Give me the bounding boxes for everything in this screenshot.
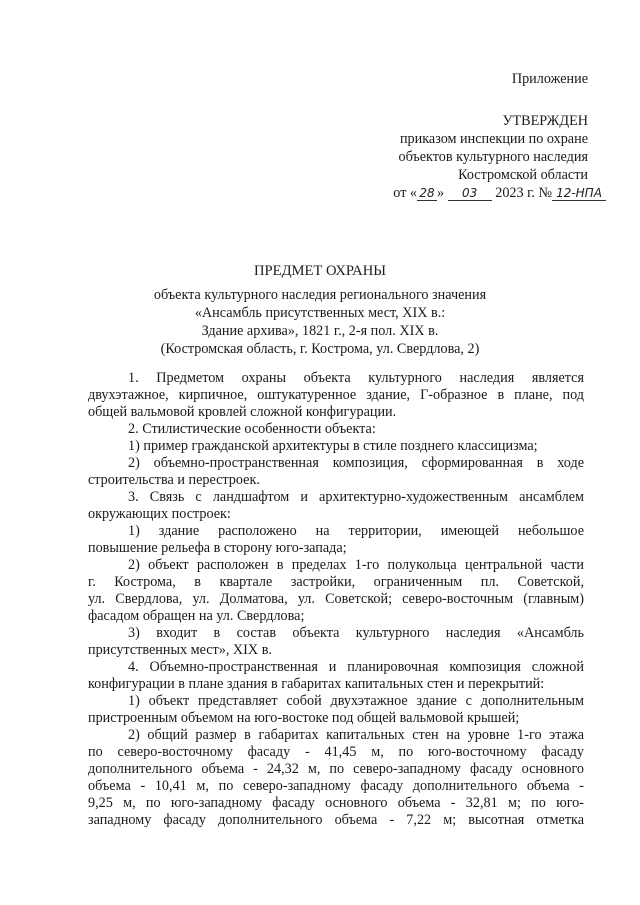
date-mid: » <box>437 185 445 201</box>
order-number: 12-НПА <box>552 186 606 201</box>
paragraph-3-item-3-line-2: присутственных мест», XIX в. <box>88 642 272 658</box>
paragraph-3-item-3-line-1: 3) входит в состав объекта культурного наследия «Ансамбль <box>128 625 584 641</box>
appendix-label: Приложение <box>511 71 588 87</box>
title-sub-1: объекта культурного наследия регионального значения <box>153 287 487 303</box>
title-sub-2: «Ансамбль присутственных мест, XIX в.: <box>194 305 446 321</box>
paragraph-1-line-1: 1. Предметом охраны объекта культурного наследия является <box>128 370 584 386</box>
paragraph-4-line-2: конфигурации в плане здания в габаритах капитальных стен и перекрытий: <box>88 676 545 692</box>
paragraph-4-item-2-line-3: дополнительного объема - 24,32 м, по северо-западному фасаду основного <box>88 761 584 777</box>
date-prefix: от « <box>393 185 418 201</box>
order-line-2: объектов культурного наследия <box>398 149 588 165</box>
paragraph-2-item-2-line-2: строительства и перестроек. <box>88 472 260 488</box>
document-title: ПРЕДМЕТ ОХРАНЫ <box>254 263 386 279</box>
order-line-1: приказом инспекции по охране <box>399 131 588 147</box>
paragraph-2-item-1: 1) пример гражданской архитектуры в стиле позднего классицизма; <box>128 438 538 454</box>
paragraph-4-item-2-line-2: по северо-восточному фасаду - 41,45 м, по юго-восточному фасаду <box>88 744 584 760</box>
paragraph-3-item-2-line-2: г. Кострома, в квартале застройки, ограниченным пл. Советской, <box>88 574 584 590</box>
paragraph-4-item-2-line-1: 2) общий размер в габаритах капитальных стен на уровне 1-го этажа <box>128 727 584 743</box>
paragraph-3-line-1: 3. Связь с ландшафтом и архитектурно-художественным ансамблем <box>128 489 584 505</box>
paragraph-2-item-2-line-1: 2) объемно-пространственная композиция, сформированная в ходе <box>128 455 584 471</box>
paragraph-4-item-1-line-2: пристроенным объемом на юго-востоке под общей вальмовой крышей; <box>88 710 520 726</box>
paragraph-3-item-2-line-3: ул. Свердлова, ул. Долматова, ул. Советской; северо-восточным (главным) <box>88 591 584 607</box>
paragraph-4-item-2-line-6: западному фасаду дополнительного объема - 7,22 м; высотная отметка <box>88 812 584 828</box>
paragraph-3-item-2-line-1: 2) объект расположен в пределах 1-го полукольца центральной части <box>128 557 584 573</box>
order-line-3: Костромской области <box>458 167 588 183</box>
paragraph-4-item-1-line-1: 1) объект представляет собой двухэтажное здание с дополнительным <box>128 693 584 709</box>
paragraph-2: 2. Стилистические особенности объекта: <box>128 421 376 437</box>
order-date-line <box>393 184 606 202</box>
date-month: 03 <box>448 186 492 201</box>
date-day: 28 <box>417 186 437 201</box>
approved-label: УТВЕРЖДЕН <box>502 113 588 129</box>
paragraph-3-item-1-line-1: 1) здание расположено на территории, имеющей небольшое <box>128 523 584 539</box>
paragraph-4-item-2-line-4: объема - 10,41 м, по северо-западному фасаду дополнительного объема - <box>88 778 584 794</box>
paragraph-1-line-3: общей вальмовой кровлей сложной конфигурации. <box>88 404 397 420</box>
paragraph-4-line-1: 4. Объемно-пространственная и планировочная композиция сложной <box>128 659 584 675</box>
paragraph-4-item-2-line-5: 9,25 м, по юго-западному фасаду основного объема - 32,81 м; по юго- <box>88 795 584 811</box>
title-sub-3: Здание архива», 1821 г., 2-я пол. XIX в. <box>201 323 439 339</box>
paragraph-3-item-1-line-2: повышение рельефа в сторону юго-запада; <box>88 540 347 556</box>
paragraph-1-line-2: двухэтажное, кирпичное, оштукатуренное здание, Г-образное в плане, под <box>88 387 584 403</box>
paragraph-3-line-2: окружающих построек: <box>88 506 231 522</box>
title-sub-4: (Костромская область, г. Кострома, ул. Свердлова, 2) <box>160 341 480 357</box>
paragraph-3-item-2-line-4: фасадом обращен на ул. Свердлова; <box>88 608 305 624</box>
date-year: 2023 г. № <box>495 185 552 201</box>
